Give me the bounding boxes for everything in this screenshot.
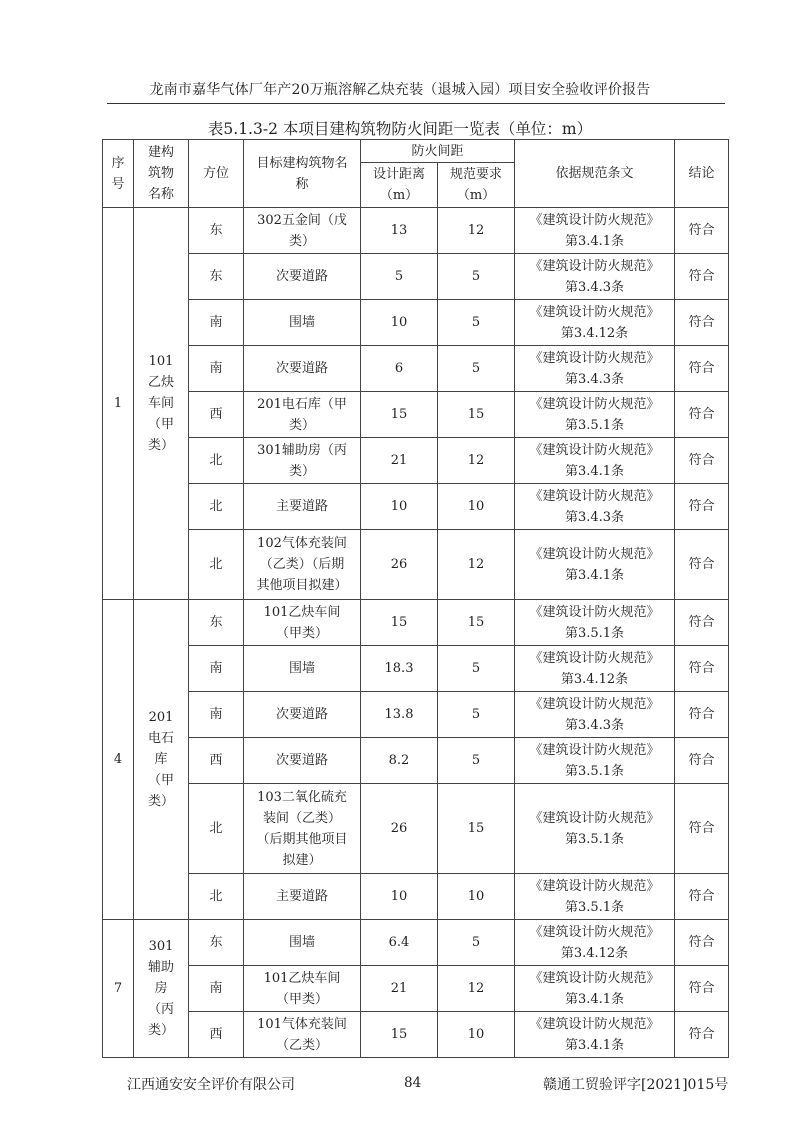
cell-required-distance: 5	[438, 738, 515, 784]
cell-required-distance: 12	[438, 438, 515, 484]
table-row	[103, 920, 729, 966]
cell-conclusion: 符合	[675, 738, 729, 784]
cell-basis: 《建筑设计防火规范》第3.5.1条	[515, 600, 675, 646]
cell-target-building: 围墙	[244, 300, 361, 346]
cell-target-building: 主要道路	[244, 874, 361, 920]
cell-design-distance: 13.8	[361, 692, 438, 738]
cell-conclusion: 符合	[675, 1012, 729, 1058]
cell-required-distance: 5	[438, 254, 515, 300]
cell-basis: 《建筑设计防火规范》第3.4.1条	[515, 208, 675, 254]
report-header-title: 龙南市嘉华气体厂年产20万瓶溶解乙炔充装（退城入园）项目安全验收评价报告	[149, 82, 651, 98]
cell-conclusion: 符合	[675, 966, 729, 1012]
table-row	[103, 966, 729, 1012]
cell-target-building: 主要道路	[244, 484, 361, 530]
cell-required-distance: 5	[438, 300, 515, 346]
table-row	[103, 1012, 729, 1058]
col-header-target: 目标建构筑物名称	[244, 140, 361, 208]
table-row	[103, 208, 729, 254]
cell-conclusion: 符合	[675, 874, 729, 920]
col-header-basis: 依据规范条文	[515, 140, 675, 208]
cell-direction: 东	[189, 920, 244, 966]
cell-direction: 北	[189, 874, 244, 920]
cell-conclusion: 符合	[675, 300, 729, 346]
cell-direction: 北	[189, 530, 244, 600]
cell-required-distance: 15	[438, 784, 515, 874]
cell-direction: 南	[189, 346, 244, 392]
cell-required-distance: 10	[438, 874, 515, 920]
cell-basis: 《建筑设计防火规范》第3.5.1条	[515, 784, 675, 874]
cell-direction: 东	[189, 208, 244, 254]
table-row	[103, 692, 729, 738]
col-header-building: 建构筑物名称	[134, 140, 189, 208]
cell-conclusion: 符合	[675, 646, 729, 692]
cell-building-name: 301辅助房（丙类）	[134, 920, 189, 1058]
cell-basis: 《建筑设计防火规范》第3.4.12条	[515, 300, 675, 346]
cell-design-distance: 8.2	[361, 738, 438, 784]
cell-required-distance: 15	[438, 392, 515, 438]
cell-required-distance: 12	[438, 208, 515, 254]
cell-target-building: 次要道路	[244, 254, 361, 300]
cell-direction: 北	[189, 438, 244, 484]
cell-design-distance: 6.4	[361, 920, 438, 966]
cell-basis: 《建筑设计防火规范》第3.4.1条	[515, 1012, 675, 1058]
cell-design-distance: 15	[361, 600, 438, 646]
cell-target-building: 101气体充装间（乙类）	[244, 1012, 361, 1058]
cell-design-distance: 18.3	[361, 646, 438, 692]
table-row	[103, 646, 729, 692]
cell-design-distance: 13	[361, 208, 438, 254]
cell-target-building: 次要道路	[244, 738, 361, 784]
cell-conclusion: 符合	[675, 254, 729, 300]
cell-required-distance: 10	[438, 484, 515, 530]
table-caption: 表5.1.3-2 本项目建构筑物防火间距一览表（单位：m）	[207, 120, 593, 138]
cell-design-distance: 6	[361, 346, 438, 392]
cell-conclusion: 符合	[675, 692, 729, 738]
table-body	[103, 208, 729, 1058]
cell-target-building: 围墙	[244, 646, 361, 692]
cell-building-name: 101乙炔车间（甲类）	[134, 208, 189, 600]
cell-target-building: 101乙炔车间（甲类）	[244, 966, 361, 1012]
table-header-row	[103, 140, 729, 163]
cell-direction: 南	[189, 300, 244, 346]
cell-design-distance: 21	[361, 966, 438, 1012]
cell-direction: 东	[189, 600, 244, 646]
cell-design-distance: 15	[361, 392, 438, 438]
cell-design-distance: 5	[361, 254, 438, 300]
cell-direction: 东	[189, 254, 244, 300]
cell-target-building: 302五金间（戊类）	[244, 208, 361, 254]
header-divider	[107, 103, 725, 104]
cell-conclusion: 符合	[675, 392, 729, 438]
cell-basis: 《建筑设计防火规范》第3.4.12条	[515, 920, 675, 966]
cell-target-building: 次要道路	[244, 346, 361, 392]
cell-required-distance: 12	[438, 966, 515, 1012]
fire-spacing-table	[102, 139, 729, 1058]
cell-basis: 《建筑设计防火规范》第3.4.1条	[515, 966, 675, 1012]
cell-conclusion: 符合	[675, 530, 729, 600]
cell-basis: 《建筑设计防火规范》第3.4.1条	[515, 530, 675, 600]
cell-basis: 《建筑设计防火规范》第3.5.1条	[515, 392, 675, 438]
cell-design-distance: 10	[361, 874, 438, 920]
cell-required-distance: 5	[438, 692, 515, 738]
cell-seq: 4	[103, 600, 134, 920]
cell-conclusion: 符合	[675, 346, 729, 392]
cell-seq: 7	[103, 920, 134, 1058]
cell-required-distance: 5	[438, 346, 515, 392]
cell-direction: 西	[189, 738, 244, 784]
cell-conclusion: 符合	[675, 438, 729, 484]
cell-required-distance: 5	[438, 646, 515, 692]
cell-design-distance: 26	[361, 784, 438, 874]
document-number: 赣通工贸验评字[2021]015号	[543, 1077, 729, 1093]
cell-basis: 《建筑设计防火规范》第3.4.12条	[515, 646, 675, 692]
cell-direction: 南	[189, 646, 244, 692]
cell-direction: 南	[189, 692, 244, 738]
table-row	[103, 600, 729, 646]
col-header-conclusion: 结论	[675, 140, 729, 208]
cell-conclusion: 符合	[675, 920, 729, 966]
cell-target-building: 301辅助房（丙类）	[244, 438, 361, 484]
cell-basis: 《建筑设计防火规范》第3.4.3条	[515, 484, 675, 530]
col-header-seq: 序号	[103, 140, 134, 208]
cell-target-building: 次要道路	[244, 692, 361, 738]
page-number: 84	[404, 1075, 422, 1091]
cell-direction: 西	[189, 1012, 244, 1058]
cell-direction: 北	[189, 484, 244, 530]
cell-basis: 《建筑设计防火规范》第3.4.3条	[515, 692, 675, 738]
cell-design-distance: 10	[361, 484, 438, 530]
cell-basis: 《建筑设计防火规范》第3.4.3条	[515, 254, 675, 300]
cell-target-building: 101乙炔车间（甲类）	[244, 600, 361, 646]
cell-design-distance: 21	[361, 438, 438, 484]
table-row	[103, 300, 729, 346]
cell-required-distance: 10	[438, 1012, 515, 1058]
cell-seq: 1	[103, 208, 134, 600]
table-row	[103, 784, 729, 874]
cell-direction: 南	[189, 966, 244, 1012]
cell-basis: 《建筑设计防火规范》第3.5.1条	[515, 738, 675, 784]
cell-direction: 北	[189, 784, 244, 874]
cell-basis: 《建筑设计防火规范》第3.4.3条	[515, 346, 675, 392]
cell-required-distance: 12	[438, 530, 515, 600]
cell-target-building: 103二氧化硫充装间（乙类）（后期其他项目拟建）	[244, 784, 361, 874]
cell-conclusion: 符合	[675, 484, 729, 530]
cell-design-distance: 15	[361, 1012, 438, 1058]
cell-direction: 西	[189, 392, 244, 438]
col-header-design-distance: 设计距离（m）	[361, 163, 438, 208]
cell-design-distance: 10	[361, 300, 438, 346]
table-row	[103, 392, 729, 438]
table-row	[103, 438, 729, 484]
cell-conclusion: 符合	[675, 600, 729, 646]
table-row	[103, 530, 729, 600]
cell-conclusion: 符合	[675, 784, 729, 874]
cell-target-building: 201电石库（甲类）	[244, 392, 361, 438]
table-row	[103, 738, 729, 784]
cell-target-building: 102气体充装间（乙类）（后期其他项目拟建）	[244, 530, 361, 600]
cell-basis: 《建筑设计防火规范》第3.5.1条	[515, 874, 675, 920]
cell-required-distance: 5	[438, 920, 515, 966]
col-header-spacing: 防火间距	[361, 140, 515, 163]
cell-basis: 《建筑设计防火规范》第3.4.1条	[515, 438, 675, 484]
table-row	[103, 346, 729, 392]
cell-target-building: 围墙	[244, 920, 361, 966]
cell-building-name: 201电石库（甲类）	[134, 600, 189, 920]
cell-required-distance: 15	[438, 600, 515, 646]
cell-design-distance: 26	[361, 530, 438, 600]
col-header-required-distance: 规范要求（m）	[438, 163, 515, 208]
table-row	[103, 874, 729, 920]
col-header-direction: 方位	[189, 140, 244, 208]
table-row	[103, 254, 729, 300]
footer-company: 江西通安安全评价有限公司	[127, 1077, 295, 1093]
table-row	[103, 484, 729, 530]
cell-conclusion: 符合	[675, 208, 729, 254]
